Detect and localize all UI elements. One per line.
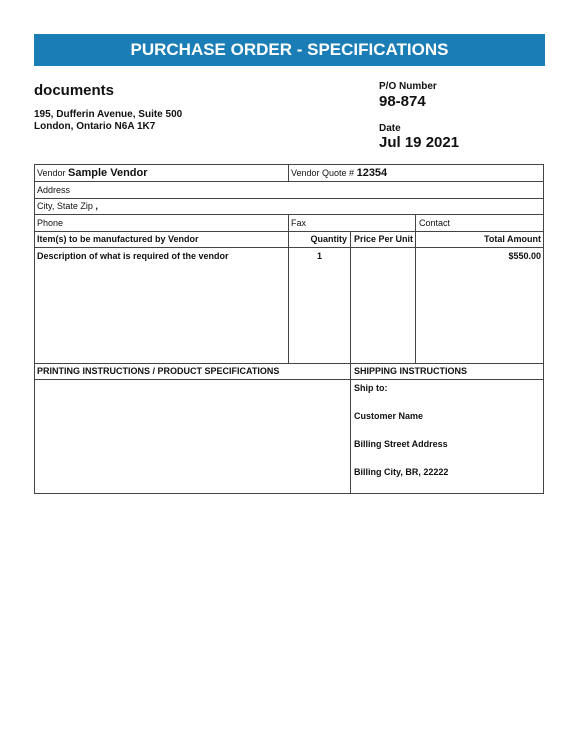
printing-instructions-header: PRINTING INSTRUCTIONS / PRODUCT SPECIFICATIONS — [37, 366, 280, 376]
date-label: Date — [379, 123, 401, 134]
divider — [35, 181, 543, 182]
billing-city: Billing City, BR, 22222 — [354, 467, 449, 477]
shipping-instructions-header: SHIPPING INSTRUCTIONS — [354, 366, 468, 376]
vendor-quote-label: Vendor Quote # — [291, 168, 355, 178]
vendor-name: Sample Vendor — [68, 167, 148, 179]
po-number-label: P/O Number — [379, 81, 437, 92]
date-value: Jul 19 2021 — [379, 134, 460, 151]
column-header-item: Item(s) to be manufactured by Vendor — [37, 234, 199, 244]
item-quantity: 1 — [316, 251, 322, 261]
billing-street-address: Billing Street Address — [354, 439, 448, 449]
divider — [415, 214, 416, 363]
ship-to-label: Ship to: — [354, 383, 388, 393]
item-description: Description of what is required of the vendor — [37, 251, 229, 261]
vendor-label: Vendor — [37, 168, 66, 178]
city-label: City, State Zip — [37, 201, 93, 211]
column-header-quantity: Quantity — [310, 234, 347, 244]
contact-label: Contact — [419, 218, 451, 228]
fax-label: Fax — [291, 218, 307, 228]
customer-name: Customer Name — [354, 411, 424, 421]
page-title: PURCHASE ORDER - SPECIFICATIONS — [34, 34, 545, 66]
item-total: $550.00 — [508, 251, 541, 261]
vendor-quote-number: 12354 — [356, 167, 388, 179]
order-form — [34, 164, 544, 494]
po-number-value: 98-874 — [379, 93, 426, 110]
city-value: , — [95, 201, 98, 211]
phone-label: Phone — [37, 218, 64, 228]
company-address-line1: 195, Dufferin Avenue, Suite 500 — [34, 109, 183, 120]
city-field — [37, 200, 98, 212]
divider — [288, 165, 289, 181]
vendor-quote-field — [291, 167, 387, 179]
divider — [35, 231, 543, 232]
divider — [35, 363, 543, 364]
company-name: documents — [34, 82, 115, 99]
divider — [35, 214, 543, 215]
company-address-line2: London, Ontario N6A 1K7 — [34, 121, 156, 132]
divider — [35, 247, 543, 248]
divider — [35, 198, 543, 199]
divider — [35, 379, 543, 380]
vendor-field — [37, 167, 148, 179]
address-label: Address — [37, 185, 71, 195]
column-header-total: Total Amount — [484, 234, 541, 244]
divider — [350, 231, 351, 493]
column-header-price: Price Per Unit — [354, 234, 414, 244]
